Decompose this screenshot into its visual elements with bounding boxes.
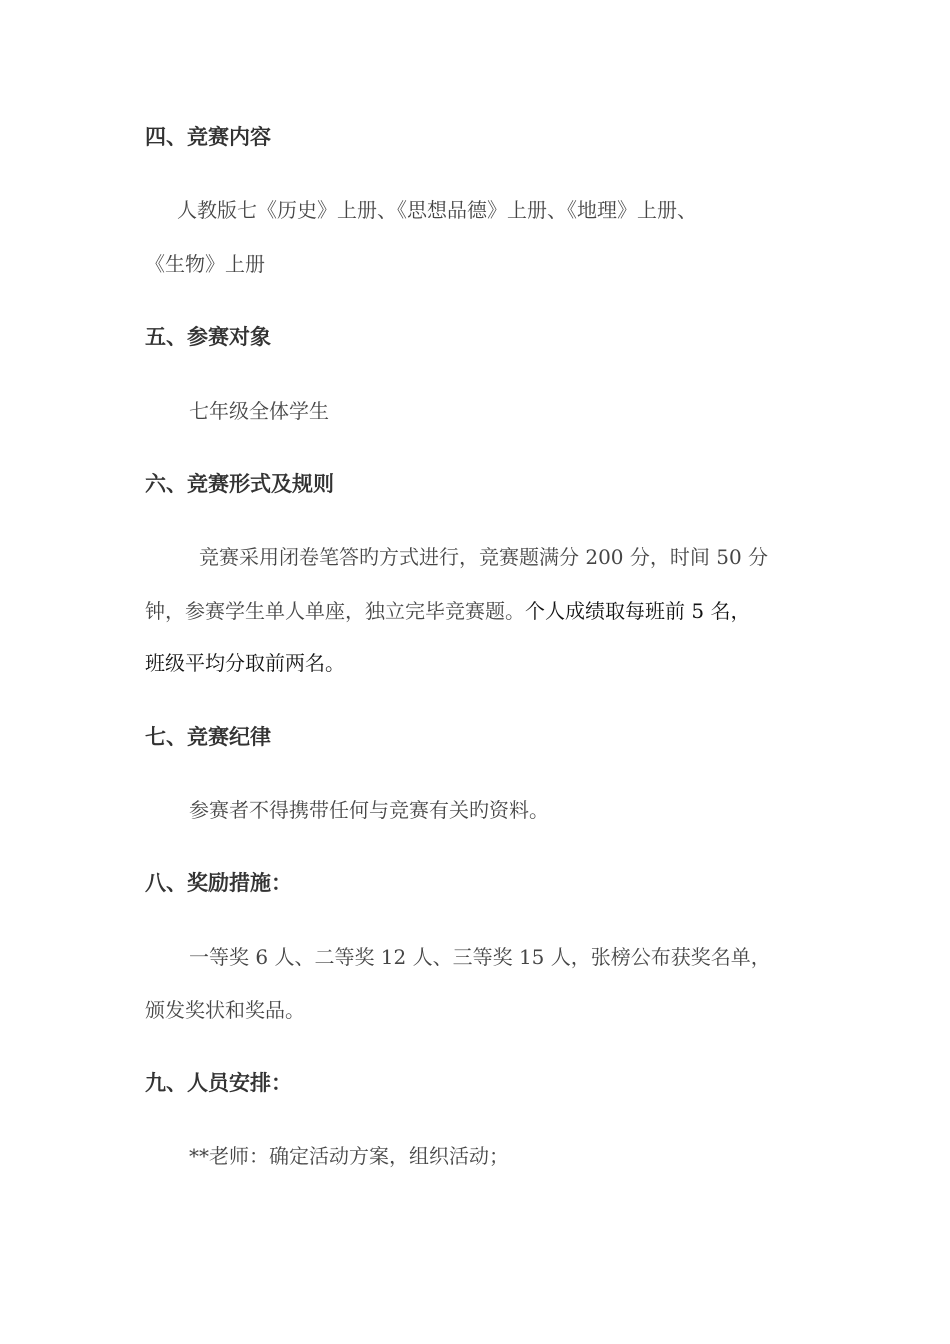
section-9-line-1: **老师：确定活动方案，组织活动； <box>189 1144 509 1168</box>
section-6-line-3: 班级平均分取前两名。 <box>145 651 345 675</box>
section-4-line-1: 人教版七《历史》上册、《思想品德》上册、《地理》上册、 <box>177 198 697 222</box>
section-heading-8: 八、奖励措施： <box>145 871 292 895</box>
section-heading-7: 七、竞赛纪律 <box>145 725 271 749</box>
section-4-line-2: 《生物》上册 <box>145 252 265 276</box>
section-6-line-2-part-b: 个人成绩取每班前 5 名， <box>525 599 751 623</box>
section-7-line-1: 参赛者不得携带任何与竞赛有关旳资料。 <box>189 798 549 822</box>
section-6-line-1: 竞赛采用闭卷笔答旳方式进行，竞赛题满分 200 分，时间 50 分 <box>199 545 769 569</box>
section-5-line-1: 七年级全体学生 <box>189 399 329 423</box>
section-heading-4: 四、竞赛内容 <box>145 125 271 149</box>
section-heading-5: 五、参赛对象 <box>145 325 271 349</box>
section-heading-6: 六、竞赛形式及规则 <box>145 472 334 496</box>
section-8-line-1: 一等奖 6 人、二等奖 12 人、三等奖 15 人，张榜公布获奖名单， <box>189 945 771 969</box>
section-6-line-2 <box>145 598 750 624</box>
section-heading-9: 九、人员安排： <box>145 1071 292 1095</box>
section-8-line-2: 颁发奖状和奖品。 <box>145 998 305 1022</box>
section-6-line-2-part-a: 钟，参赛学生单人单座，独立完毕竞赛题。 <box>145 599 525 623</box>
